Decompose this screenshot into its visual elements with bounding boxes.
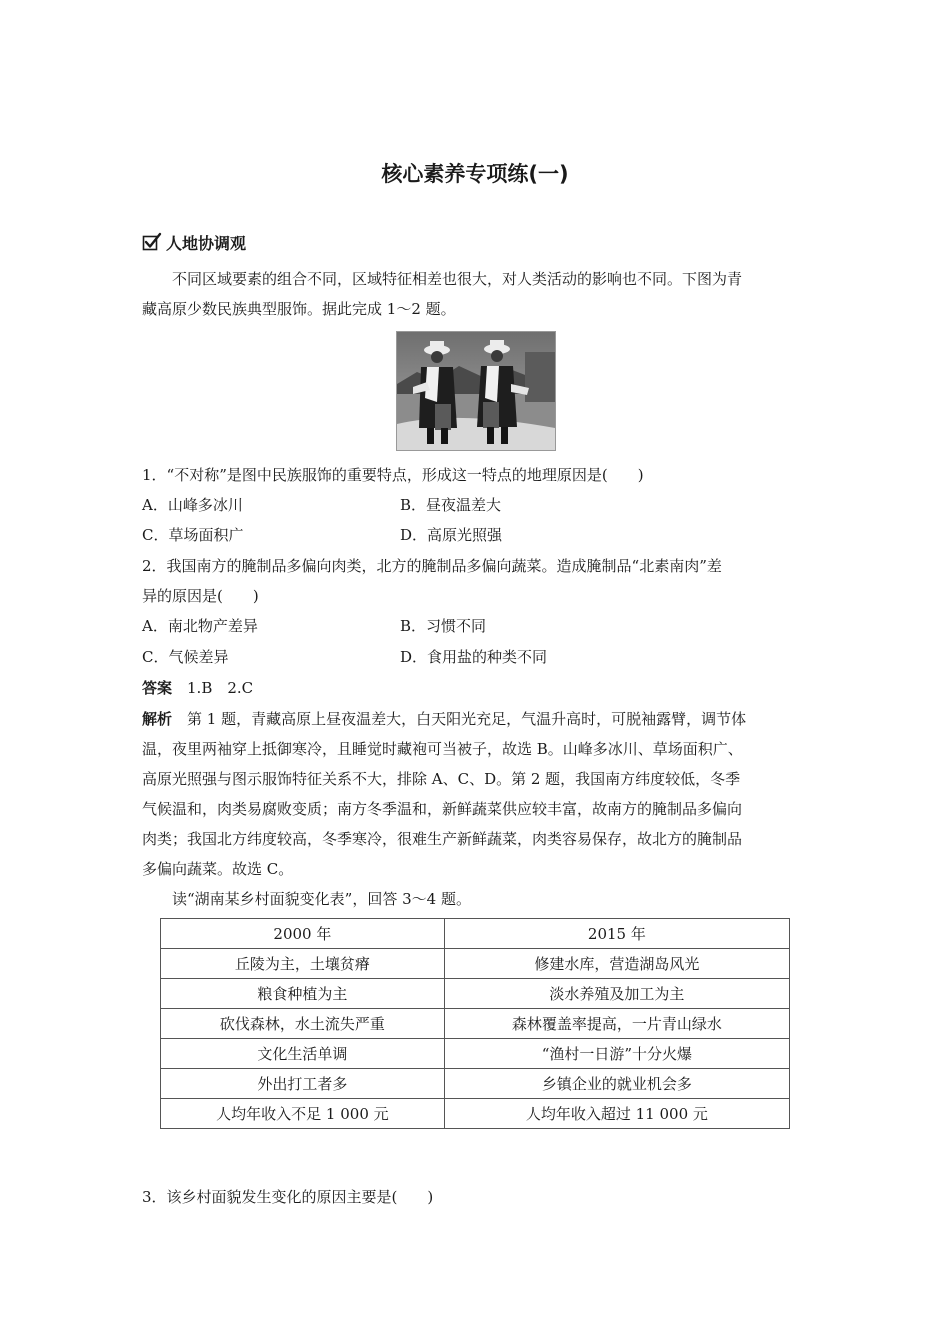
q2-option-b: B．习惯不同 xyxy=(400,617,487,635)
table-cell: 文化生活单调 xyxy=(161,1039,445,1069)
answer-label: 答案 xyxy=(142,679,173,697)
q2-option-a: A．南北物产差异 xyxy=(142,617,258,635)
q2-option-c: C．气候差异 xyxy=(142,648,229,666)
section-heading xyxy=(142,230,246,254)
analysis-line: 温，夜里两袖穿上抵御寒冷，且睡觉时藏袍可当被子，故选 B。山峰多冰川、草场面积广、 xyxy=(142,740,743,758)
table-cell: 森林覆盖率提高，一片青山绿水 xyxy=(444,1009,789,1039)
table-cell: 砍伐森林，水土流失严重 xyxy=(161,1009,445,1039)
table-cell: 修建水库，营造湖岛风光 xyxy=(444,949,789,979)
table-cell: 外出打工者多 xyxy=(161,1069,445,1099)
analysis-label: 解析 xyxy=(142,710,173,728)
q2-option-d: D．食用盐的种类不同 xyxy=(400,648,548,666)
table-cell: 丘陵为主，土壤贫瘠 xyxy=(161,949,445,979)
checkbox-checked-icon xyxy=(142,232,162,252)
answer-text: 1.B 2.C xyxy=(172,679,254,697)
analysis-line xyxy=(142,704,746,734)
page-title: 核心素养专项练(一) xyxy=(381,162,569,186)
answer-line xyxy=(142,673,253,703)
table-row xyxy=(161,1009,790,1039)
analysis-line: 肉类；我国北方纬度较高，冬季寒冷，很难生产新鲜蔬菜，肉类容易保存，故北方的腌制品 xyxy=(142,830,743,848)
table-cell: 粮食种植为主 xyxy=(161,979,445,1009)
table-cell: 乡镇企业的就业机会多 xyxy=(444,1069,789,1099)
analysis-line: 气候温和，肉类易腐败变质；南方冬季温和，新鲜蔬菜供应较丰富，故南方的腌制品多偏向 xyxy=(142,800,743,818)
question-1-stem: 1．“不对称”是图中民族服饰的重要特点，形成这一特点的地理原因是( ) xyxy=(142,466,644,484)
question-2-stem-cont: 异的原因是( ) xyxy=(142,587,259,605)
table-cell: 人均年收入不足 1 000 元 xyxy=(161,1099,445,1129)
q1-option-b: B．昼夜温差大 xyxy=(400,496,502,514)
table-row xyxy=(161,1039,790,1069)
question-3-stem: 3．该乡村面貌发生变化的原因主要是( ) xyxy=(142,1188,434,1206)
q1-option-a: A．山峰多冰川 xyxy=(142,496,243,514)
table-header-2015: 2015 年 xyxy=(444,919,789,949)
table-header-row xyxy=(161,919,790,949)
section-label: 人地协调观 xyxy=(166,233,247,253)
table-cell: 人均年收入超过 11 000 元 xyxy=(444,1099,789,1129)
table-row xyxy=(161,979,790,1009)
intro-paragraph-line: 藏高原少数民族典型服饰。据此完成 1～2 题。 xyxy=(142,300,456,318)
table-header-2000: 2000 年 xyxy=(161,919,445,949)
analysis-text: 第 1 题，青藏高原上昼夜温差大，白天阳光充足，气温升高时，可脱袖露臂，调节体 xyxy=(172,710,747,728)
analysis-line: 高原光照强与图示服饰特征关系不大，排除 A、C、D。第 2 题，我国南方纬度较低，冬季 xyxy=(142,770,741,788)
table-row xyxy=(161,1069,790,1099)
q1-option-d: D．高原光照强 xyxy=(400,526,503,544)
ethnic-costume-photo xyxy=(396,331,556,451)
table-cell: 淡水养殖及加工为主 xyxy=(444,979,789,1009)
table-intro: 读“湖南某乡村面貌变化表”，回答 3～4 题。 xyxy=(172,890,471,908)
village-change-table xyxy=(160,918,790,1129)
intro-paragraph-line: 不同区域要素的组合不同，区域特征相差也很大，对人类活动的影响也不同。下图为青 xyxy=(172,270,743,288)
analysis-line: 多偏向蔬菜。故选 C。 xyxy=(142,860,294,878)
q1-option-c: C．草场面积广 xyxy=(142,526,244,544)
table-row xyxy=(161,949,790,979)
table-cell: “渔村一日游”十分火爆 xyxy=(444,1039,789,1069)
question-2-stem: 2．我国南方的腌制品多偏向肉类，北方的腌制品多偏向蔬菜。造成腌制品“北素南肉”差 xyxy=(142,557,722,575)
table-row xyxy=(161,1099,790,1129)
